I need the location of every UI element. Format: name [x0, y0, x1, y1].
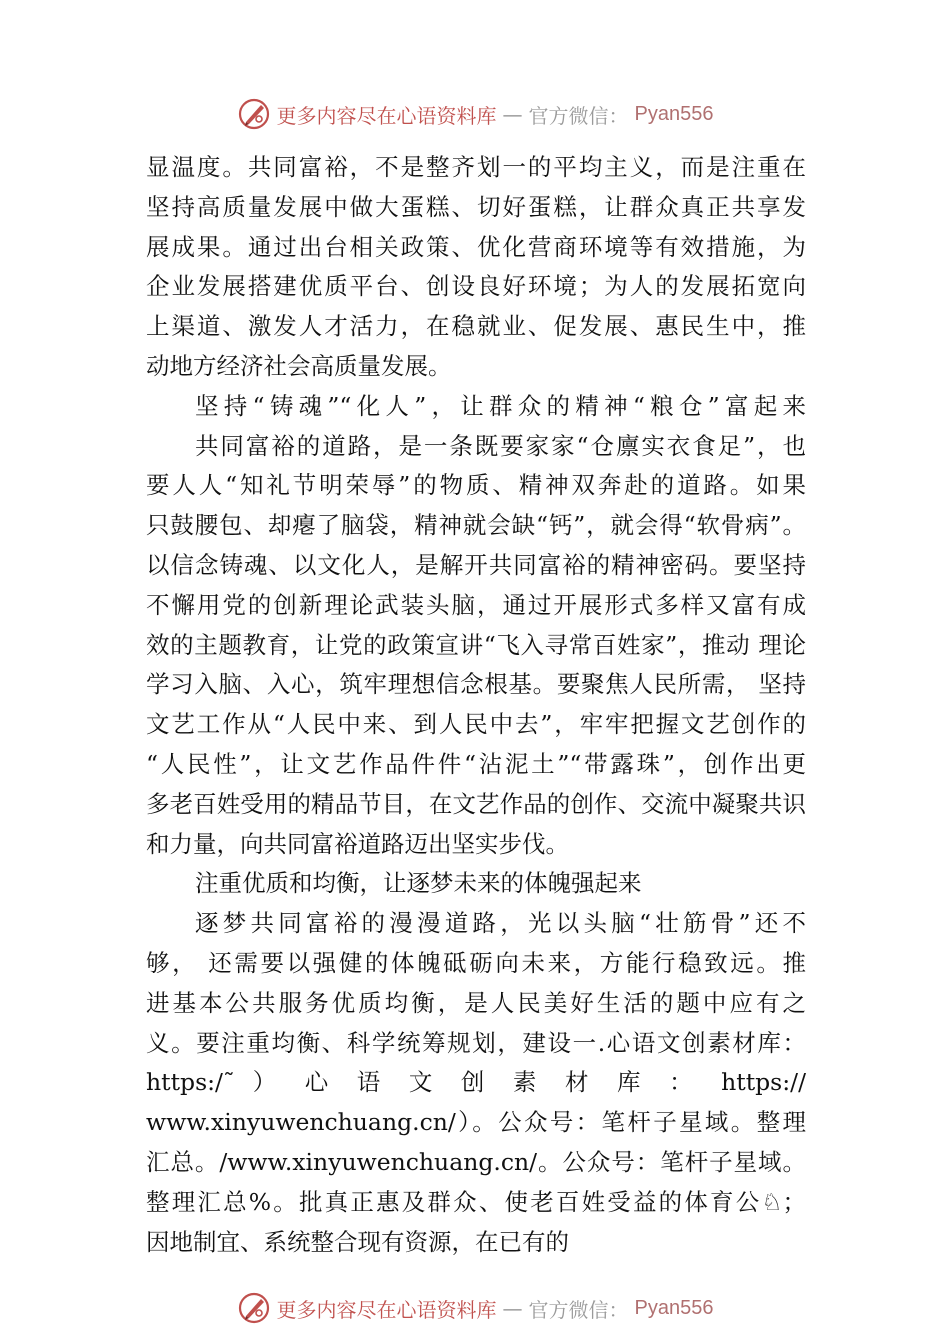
text-line: 共同富裕的道路，是一条既要家家“仓廪实衣食足”，也: [195, 431, 806, 460]
text-line: 展成果。通过出台相关政策、优化营商环境等有效措施，为: [146, 232, 806, 261]
text-line: 和力量，向共同富裕道路迈出坚实步伐。: [146, 829, 569, 858]
text-line: 坚持高质量发展中做大蛋糕、切好蛋糕，让群众真正共享发: [146, 192, 806, 221]
text-line: www.xinyuwenchuang.cn/）。公众号：笔杆子星域。整理: [146, 1108, 806, 1137]
banner-separator: —: [502, 102, 523, 126]
text-line: 以信念铸魂、以文化人，是解开共同富裕的精神密码。要坚持: [146, 550, 806, 579]
pen-logo-icon: [237, 1291, 271, 1325]
text-line: 义。要注重均衡、科学统筹规划，建设一.心语文创素材库：: [146, 1028, 806, 1057]
text-line: 汇总。/www.xinyuwenchuang.cn/。公众号：笔杆子星域。: [146, 1147, 806, 1176]
text-line: “人民性”，让文艺作品件件“沾泥土”“带露珠”，创作出更: [146, 749, 806, 778]
text-line: 因地制宜、系统整合现有资源，在已有的: [146, 1227, 569, 1256]
banner-wechat-id: Pyan556: [634, 1296, 714, 1319]
header-banner: [0, 94, 950, 134]
text-line: 不懈用党的创新理论武装头脑，通过开展形式多样又富有成: [146, 590, 806, 619]
text-line: 只鼓腰包、却瘪了脑袋，精神就会缺“钙”，就会得“软骨病”。: [146, 511, 806, 540]
text-line: 效的主题教育，让党的政策宣讲“飞入寻常百姓家”，推动 理论: [146, 630, 806, 659]
text-line: 上渠道、激发人才活力，在稳就业、促发展、惠民生中，推: [146, 312, 806, 341]
text-line: 文艺工作从“人民中来、到人民中去”，牢牢把握文艺创作的: [146, 710, 806, 739]
text-line: 整理汇总%。批真正惠及群众、使老百姓受益的体育公♘；: [146, 1187, 806, 1216]
text-line: 多老百姓受用的精品节目，在文艺作品的创作、交流中凝聚共识: [146, 789, 806, 818]
pen-logo-icon: [237, 97, 271, 131]
text-line: https:/˜ ） 心 语 文 创 素 材 库 ： https://: [146, 1068, 806, 1097]
text-line: 企业发展搭建优质平台、创设良好环境；为人的发展拓宽向: [146, 272, 806, 301]
banner-wechat-id: Pyan556: [634, 102, 714, 125]
banner-text: 更多内容尽在心语资料库: [276, 1297, 497, 1322]
text-line: 逐梦共同富裕的漫漫道路，光以头脑“壮筋骨”还不: [195, 909, 806, 938]
text-line: 进基本公共服务优质均衡，是人民美好生活的题中应有之: [146, 988, 806, 1017]
document-body: [146, 148, 806, 1262]
banner-wechat-label: 官方微信：: [528, 103, 629, 128]
text-line: 学习入脑、入心，筑牢理想信念根基。要聚焦人民所需， 坚持: [146, 670, 806, 699]
text-line: 要人人“知礼节明荣辱”的物质、精神双奔赴的道路。如果: [146, 471, 806, 500]
footer-banner: [0, 1288, 950, 1328]
text-line: 坚持“铸魂”“化人”，让群众的精神“粮仓”富起来: [195, 391, 806, 420]
banner-separator: —: [502, 1296, 523, 1320]
banner-wechat-label: 官方微信：: [528, 1297, 629, 1322]
banner-text: 更多内容尽在心语资料库: [276, 103, 497, 128]
text-line: 动地方经济社会高质量发展。: [146, 351, 452, 380]
text-line: 注重优质和均衡，让逐梦未来的体魄强起来: [195, 869, 642, 898]
text-line: 够， 还需要以强健的体魄砥砺向未来，方能行稳致远。推: [146, 948, 806, 977]
text-line: 显温度。共同富裕，不是整齐划一的平均主义，而是注重在: [146, 153, 806, 181]
